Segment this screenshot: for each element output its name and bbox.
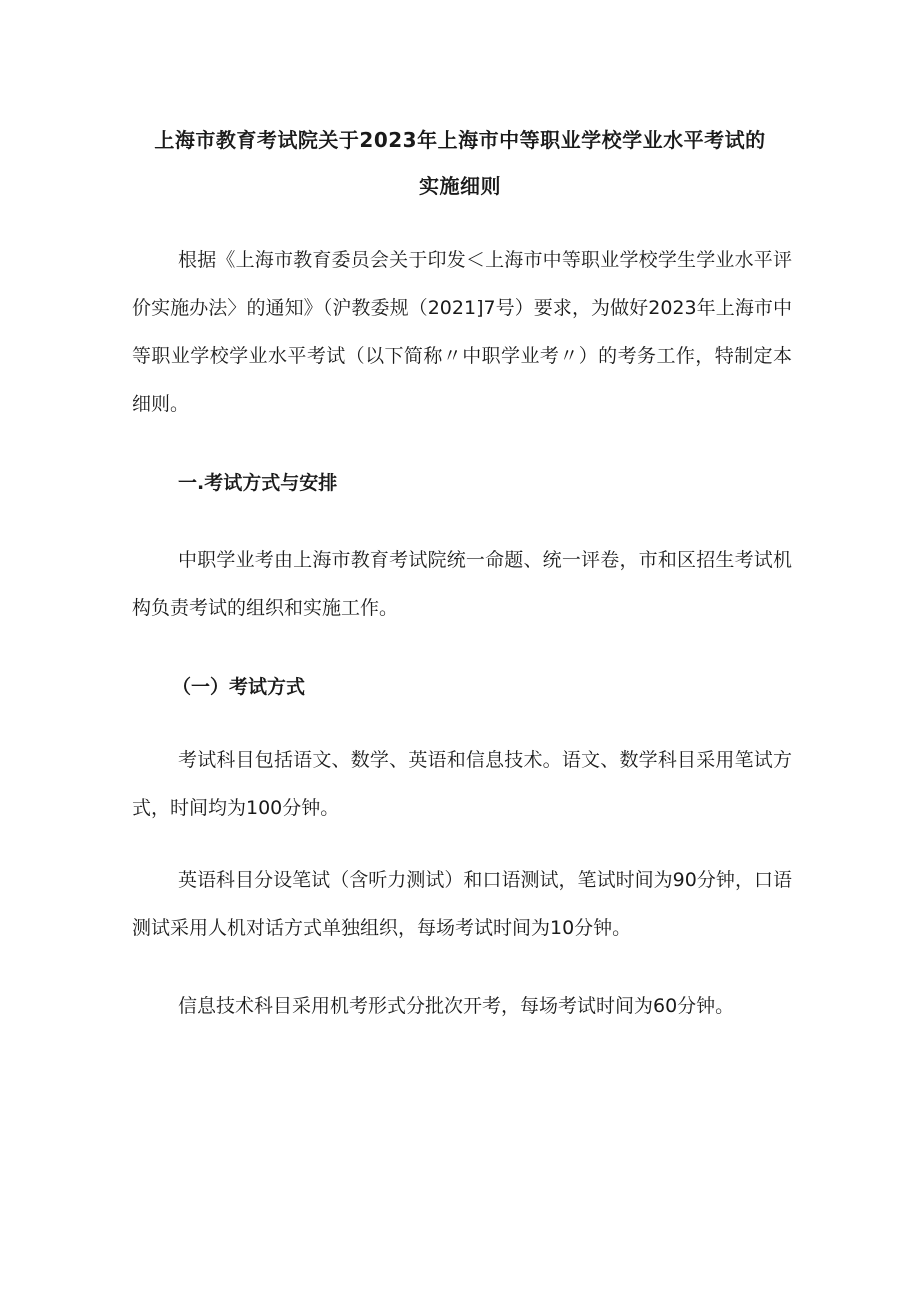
paragraph-subjects: 考试科目包括语文、数学、英语和信息技术。语文、数学科目采用笔试方式，时间均为100分钟。	[132, 749, 792, 819]
document-title-line1: 上海市教育考试院关于2023年上海市中等职业学校学业水平考试的	[154, 128, 766, 152]
paragraph-it-exam: 信息技术科目采用机考形式分批次开考，每场考试时间为60分钟。	[178, 995, 735, 1017]
paragraph-english-exam: 英语科目分设笔试（含听力测试）和口语测试，笔试时间为90分钟，口语测试采用人机对话方式单独组织，每场考试时间为10分钟。	[132, 869, 792, 939]
intro-paragraph: 根据《上海市教育委员会关于印发＜上海市中等职业学校学生学业水平评价实施办法〉的通知》（沪教委规（2021]7号）要求，为做好2023年上海市中等职业学校学业水平考试（以下简称〃中职学业考〃）的考务工作，特制定本细则。	[132, 249, 792, 415]
section-paragraph-organization: 中职学业考由上海市教育考试院统一命题、统一评卷，市和区招生考试机构负责考试的组织和实施工作。	[132, 549, 792, 619]
document-title-line2: 实施细则	[419, 174, 501, 198]
subsection-heading-exam-method: （一）考试方式	[172, 676, 306, 698]
section-heading-exam-method: 一.考试方式与安排	[178, 472, 338, 494]
